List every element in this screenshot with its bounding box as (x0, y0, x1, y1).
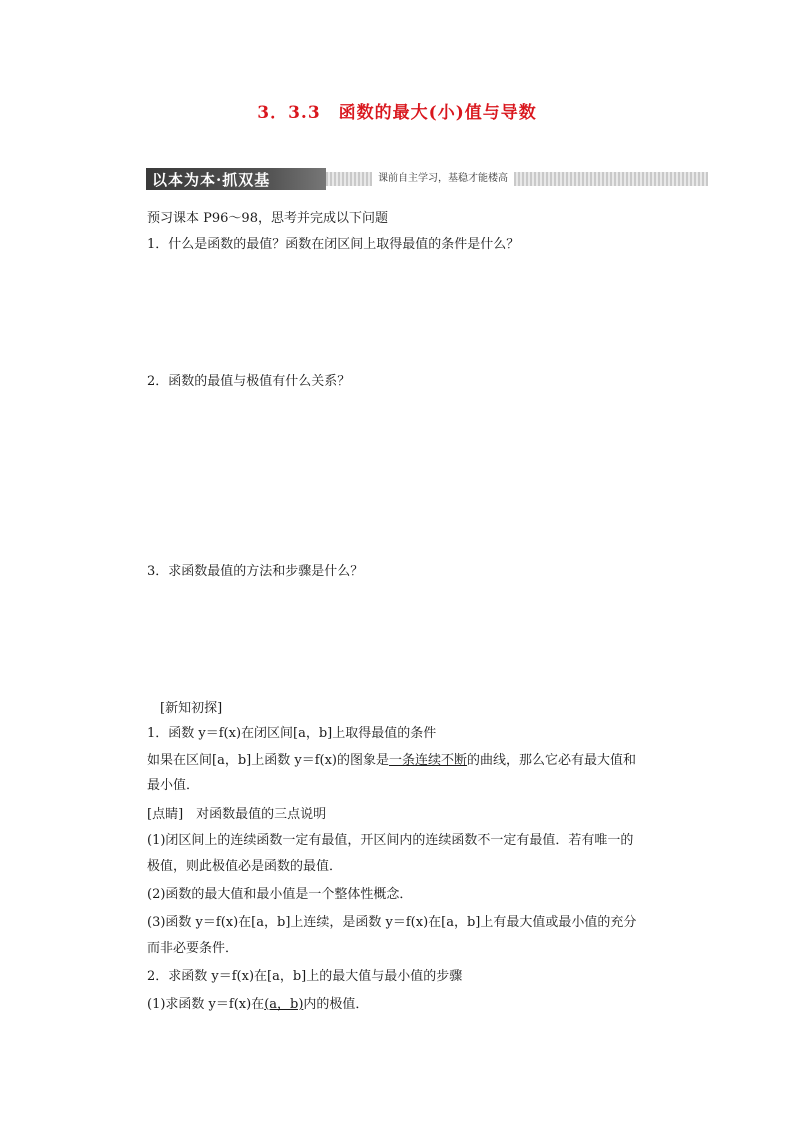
point-3-line-1: (3)函数 y＝f(x)在[a，b]上连续，是函数 y＝f(x)在[a，b]上有最大值或最小值的充分 (147, 915, 637, 930)
point-3-line-2: 而非必要条件． (147, 941, 239, 956)
new-knowledge-heading: [新知初探] (160, 701, 223, 716)
step-1-part-a: (1)求函数 y＝f(x)在 (147, 997, 265, 1012)
point-heading: [点睛] 对函数最值的三点说明 (147, 807, 327, 822)
banner-left-block (146, 168, 326, 190)
step-1-underlined: (a，b) (264, 997, 304, 1012)
item2-title: 2．求函数 y＝f(x)在[a，b]上的最大值与最小值的步骤 (147, 969, 463, 984)
banner-right-label: 课前自主学习，基稳才能楼高 (372, 172, 514, 186)
page-title: 3．3.3 函数的最大(小)值与导数 (257, 103, 537, 123)
preview-question-3: 3．求函数最值的方法和步骤是什么？ (147, 564, 364, 579)
item1-body-continued: 最小值． (147, 778, 200, 793)
item1-title: 1．函数 y＝f(x)在闭区间[a，b]上取得最值的条件 (147, 726, 437, 741)
item1-body-underlined: 一条连续不断 (388, 753, 467, 768)
point-1-line-1: (1)闭区间上的连续函数一定有最值，开区间内的连续函数不一定有最值．若有唯一的 (147, 833, 634, 848)
step-1 (147, 993, 368, 1012)
section-banner (146, 168, 708, 190)
point-1-line-2: 极值，则此极值必是函数的最值． (147, 859, 343, 874)
item1-body (147, 749, 636, 768)
preview-question-1: 1．什么是函数的最值？函数在闭区间上取得最值的条件是什么？ (147, 237, 520, 252)
banner-left-label: 以本为本·抓双基 (152, 171, 271, 189)
preview-question-2: 2．函数的最值与极值有什么关系？ (147, 374, 351, 389)
preview-intro: 预习课本 P96～98，思考并完成以下问题 (147, 211, 388, 226)
point-2: (2)函数的最大值和最小值是一个整体性概念． (147, 887, 413, 902)
step-1-part-b: 内的极值． (303, 997, 369, 1012)
item1-body-part-a: 如果在区间[a，b]上函数 y＝f(x)的图象是 (147, 753, 389, 768)
item1-body-part-b: 的曲线，那么它必有最大值和 (467, 753, 637, 768)
